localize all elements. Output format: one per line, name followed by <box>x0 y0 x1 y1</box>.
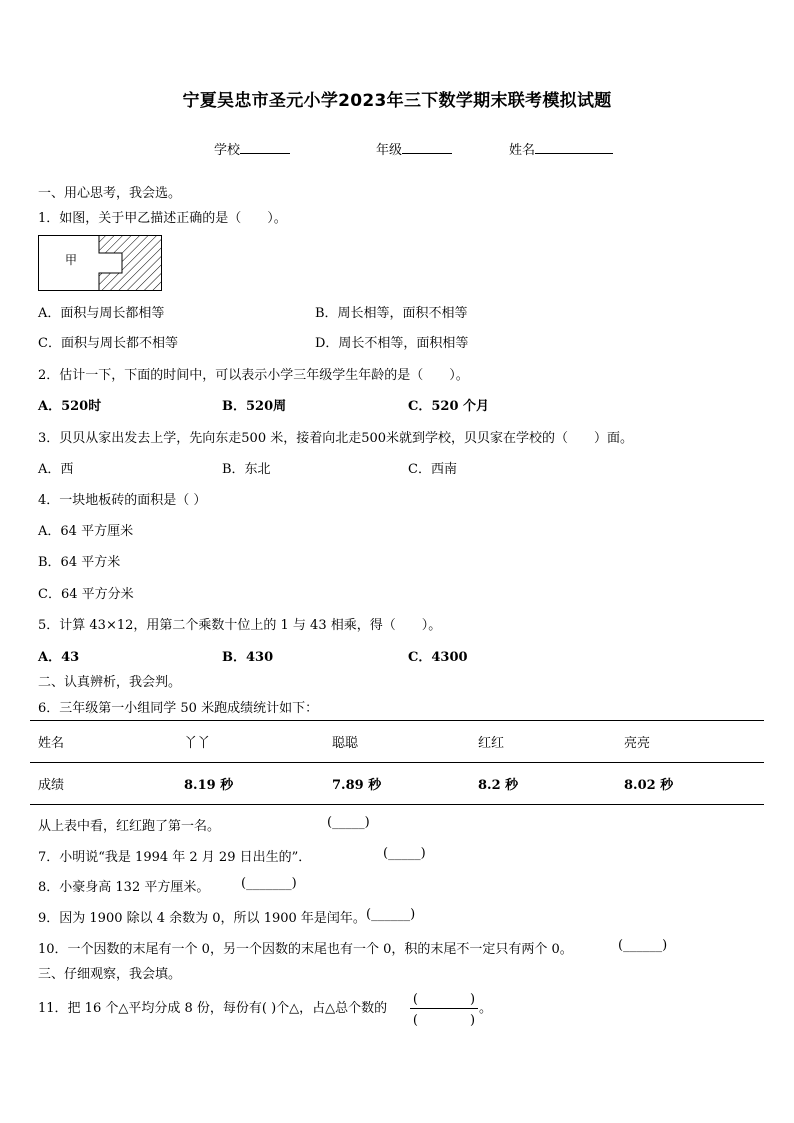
name-field <box>509 139 613 158</box>
question-10-answer[interactable]: (______) <box>618 938 668 953</box>
question-9-text: 9．因为 1900 除以 4 余数为 0，所以 1900 年是闰年。 <box>38 911 366 926</box>
question-1-figure <box>38 235 163 292</box>
question-6-statement: 从上表中看，红红跑了第一名。 <box>38 819 221 834</box>
fraction-denominator[interactable]: ( ) <box>412 1013 476 1028</box>
question-8-answer[interactable]: (_______) <box>241 876 297 891</box>
fraction-numerator[interactable]: ( ) <box>410 988 478 1009</box>
grade-blank[interactable] <box>402 141 452 154</box>
table-cell: 聪聪 <box>324 721 470 763</box>
q5-option-c[interactable]: C．4300 <box>408 650 468 665</box>
q4-option-b[interactable]: B．64 平方米 <box>38 555 121 570</box>
grade-field <box>376 139 452 158</box>
q3-option-c[interactable]: C．西南 <box>408 462 457 477</box>
question-5-text: 5．计算 43×12，用第二个乘数十位上的 1 与 43 相乘，得（ ）。 <box>38 618 442 633</box>
q3-option-a[interactable]: A．西 <box>38 462 74 477</box>
school-label: 学校 <box>214 143 241 158</box>
question-7-text: 7．小明说“我是 1994 年 2 月 29 日出生的”． <box>38 850 312 865</box>
page-title: 宁夏吴忠市圣元小学2023年三下数学期末联考模拟试题 <box>182 91 612 111</box>
q4-option-a[interactable]: A．64 平方厘米 <box>38 524 134 539</box>
q5-option-b[interactable]: B．430 <box>222 650 274 665</box>
school-field <box>214 139 290 158</box>
q2-option-a[interactable]: A．520时 <box>38 399 102 414</box>
table-cell: 8.02 秒 <box>616 763 764 805</box>
question-7-answer[interactable]: (_____) <box>383 846 426 861</box>
question-6-text: 6．三年级第一小组同学 50 米跑成绩统计如下： <box>38 701 319 716</box>
question-10-text: 10．一个因数的末尾有一个 0，另一个因数的末尾也有一个 0，积的末尾不一定只有两个 0。 <box>38 942 573 957</box>
table-header-row <box>30 721 764 763</box>
question-1-text: 1．如图，关于甲乙描述正确的是（ ）。 <box>38 211 287 226</box>
q1-option-b[interactable]: B．周长相等，面积不相等 <box>315 306 468 321</box>
question-2-text: 2．估计一下，下面的时间中，可以表示小学三年级学生年龄的是（ ）。 <box>38 368 469 383</box>
question-11-fraction <box>410 988 478 1028</box>
name-blank[interactable] <box>535 141 613 154</box>
grade-label: 年级 <box>376 143 403 158</box>
q2-option-c[interactable]: C．520 个月 <box>408 399 490 414</box>
table-cell: 丫丫 <box>176 721 324 763</box>
question-11-text: 11．把 16 个△平均分成 8 份，每份有( )个△，占△总个数的 <box>38 1001 388 1016</box>
q5-option-a[interactable]: A．43 <box>38 650 80 665</box>
table-cell: 姓名 <box>30 721 176 763</box>
table-cell: 7.89 秒 <box>324 763 470 805</box>
table-cell: 亮亮 <box>616 721 764 763</box>
question-11-end: 。 <box>479 1001 493 1016</box>
score-table <box>30 720 764 805</box>
table-cell: 成绩 <box>30 763 176 805</box>
q1-option-a[interactable]: A．面积与周长都相等 <box>38 306 165 321</box>
question-6-answer[interactable]: (_____) <box>327 815 370 830</box>
table-cell: 8.19 秒 <box>176 763 324 805</box>
section-1-heading: 一、用心思考，我会选。 <box>38 186 182 201</box>
q3-option-b[interactable]: B．东北 <box>222 462 271 477</box>
q4-option-c[interactable]: C．64 平方分米 <box>38 587 134 602</box>
name-label: 姓名 <box>509 143 536 158</box>
school-blank[interactable] <box>240 141 290 154</box>
q1-option-c[interactable]: C．面积与周长都不相等 <box>38 336 178 351</box>
question-4-text: 4．一块地板砖的面积是（ ） <box>38 493 207 508</box>
section-3-heading: 三、仔细观察，我会填。 <box>38 967 182 982</box>
question-3-text: 3．贝贝从家出发去上学，先向东走500 米，接着向北走500米就到学校，贝贝家在学校的（ ）面。 <box>38 431 634 446</box>
question-9-answer[interactable]: (______) <box>366 907 416 922</box>
section-2-heading: 二、认真辨析，我会判。 <box>38 675 182 690</box>
table-row <box>30 763 764 805</box>
table-cell: 红红 <box>470 721 616 763</box>
q1-option-d[interactable]: D．周长不相等，面积相等 <box>315 336 469 351</box>
question-8-text: 8．小豪身高 132 平方厘米。 <box>38 880 210 895</box>
figure-label-jia: 甲 <box>65 253 78 267</box>
table-cell: 8.2 秒 <box>470 763 616 805</box>
q2-option-b[interactable]: B．520周 <box>222 399 287 414</box>
